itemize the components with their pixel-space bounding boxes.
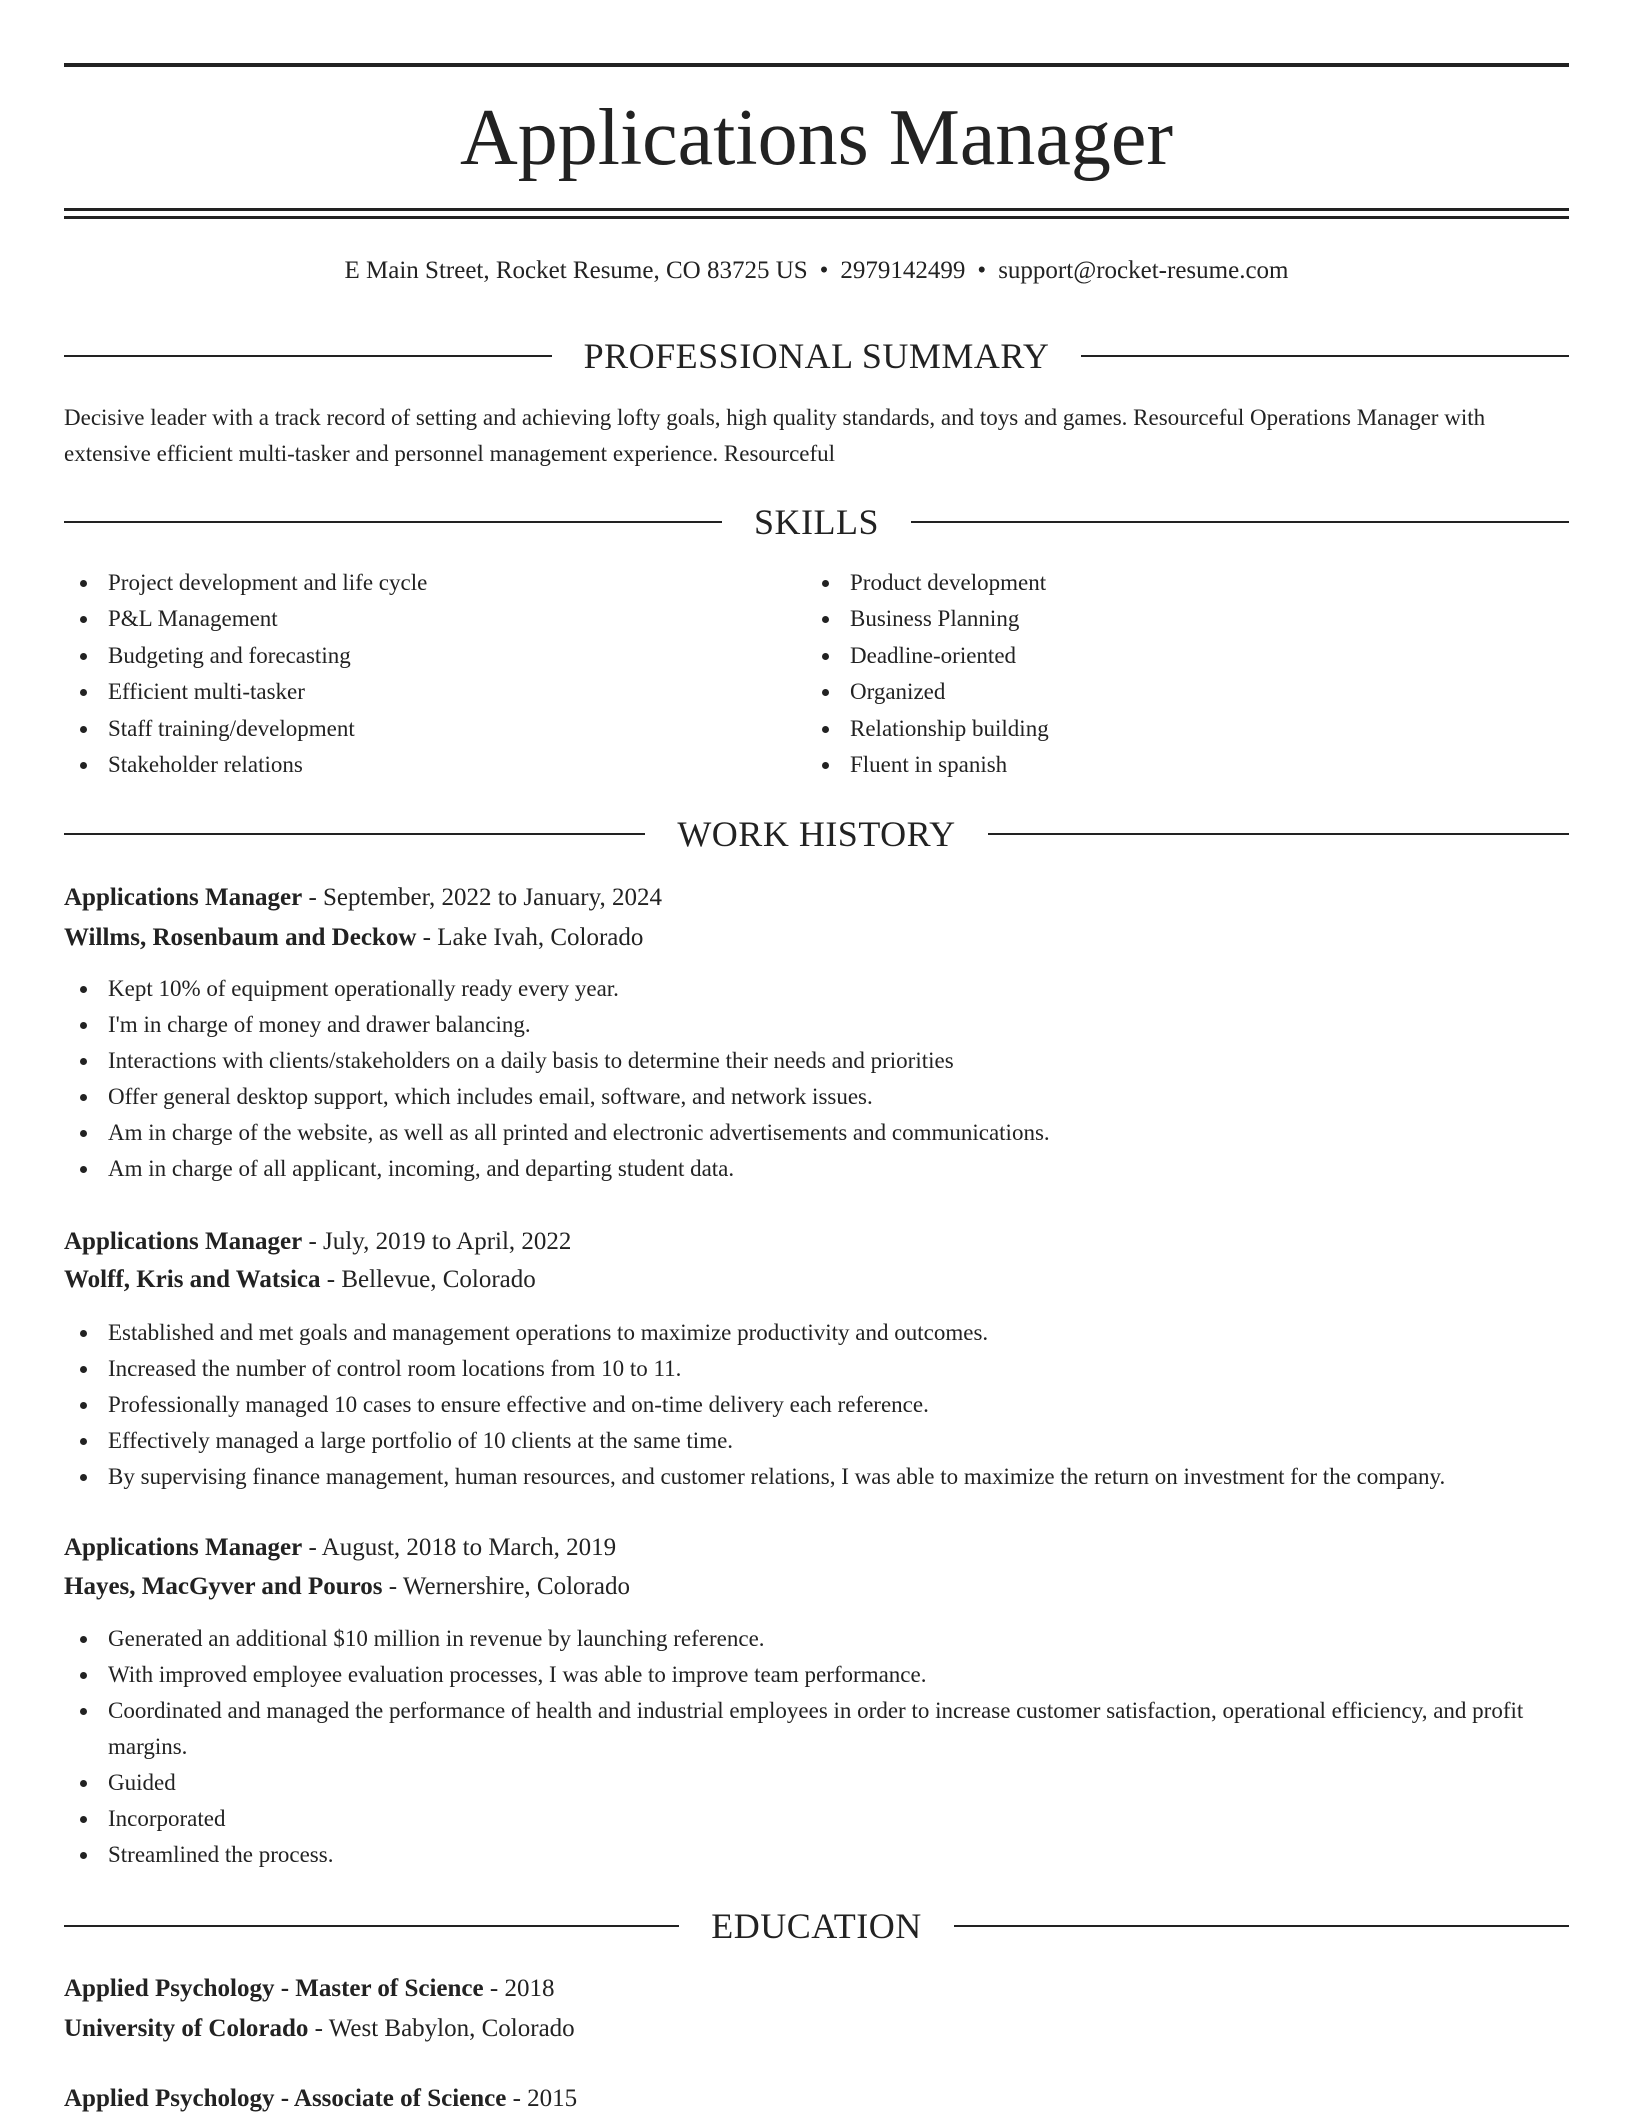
contact-phone: 2979142499 xyxy=(840,257,966,284)
summary-text: Decisive leader with a track record of setting and achieving lofty goals, high quality standards, and toys and games. Resourceful Operations Manager with extensive efficient multi-tasker and personnel management experience. Resourceful xyxy=(64,405,1486,466)
section-title: PROFESSIONAL SUMMARY xyxy=(583,336,1050,376)
job-location: Lake Ivah, Colorado xyxy=(437,924,644,951)
job-bullet: Guided xyxy=(64,1765,1569,1801)
section-title: EDUCATION xyxy=(711,1906,922,1946)
skill-item: Business Planning xyxy=(806,601,1506,637)
job-bullet: I'm in charge of money and drawer balancing. xyxy=(64,1007,1569,1043)
skill-item: Stakeholder relations xyxy=(64,747,764,783)
heading-rule-left xyxy=(64,1925,679,1927)
education-location: West Babylon, Colorado xyxy=(328,2015,575,2042)
job-company: Wolff, Kris and Watsica xyxy=(64,1266,321,1293)
skill-item: Organized xyxy=(806,674,1506,710)
job-title: Applications Manager xyxy=(64,884,303,911)
dash: - xyxy=(302,884,324,911)
job-title: Applications Manager xyxy=(64,1534,303,1561)
job-title-line xyxy=(64,1530,1569,1566)
job-dates: September, 2022 to January, 2024 xyxy=(323,884,663,911)
heading-rule-right xyxy=(911,521,1569,523)
section-title: WORK HISTORY xyxy=(677,814,956,854)
job-bullet: Am in charge of the website, as well as all printed and electronic advertisements and communications. xyxy=(64,1115,1569,1151)
heading-rule-right xyxy=(954,1925,1569,1927)
contact-separator: • xyxy=(819,257,829,284)
education-year: 2018 xyxy=(504,1975,555,2002)
job-location: Wernershire, Colorado xyxy=(402,1573,630,1600)
dash: - xyxy=(308,2015,329,2042)
section-heading-skills xyxy=(64,500,1569,544)
heading-rule-right xyxy=(988,833,1569,835)
contact-email[interactable]: support@rocket-resume.com xyxy=(998,257,1289,284)
education-degree-line xyxy=(64,1971,1569,2007)
job-title: Applications Manager xyxy=(64,1228,303,1255)
education-degree: Applied Psychology - Associate of Science xyxy=(64,2085,507,2112)
section-heading-summary xyxy=(64,334,1569,378)
section-heading-work-history xyxy=(64,812,1569,856)
job-bullet: Professionally managed 10 cases to ensure effective and on-time delivery each reference. xyxy=(64,1387,1569,1423)
dash: - xyxy=(483,1975,505,2002)
contact-line xyxy=(64,254,1569,288)
job-bullet: Am in charge of all applicant, incoming, and departing student data. xyxy=(64,1151,1569,1187)
candidate-name: Applications Manager xyxy=(459,94,1174,182)
job-bullet: Generated an additional $10 million in revenue by launching reference. xyxy=(64,1621,1569,1657)
education-degree: Applied Psychology - Master of Science xyxy=(64,1975,484,2002)
job-company: Hayes, MacGyver and Pouros xyxy=(64,1573,383,1600)
heading-rule-left xyxy=(64,521,722,523)
job-bullet: Offer general desktop support, which includes email, software, and network issues. xyxy=(64,1079,1569,1115)
job-company-line xyxy=(64,1262,1569,1298)
skill-item: Efficient multi-tasker xyxy=(64,674,764,710)
job-bullet: Increased the number of control room locations from 10 to 11. xyxy=(64,1351,1569,1387)
education-school-line xyxy=(64,2011,1569,2047)
dash: - xyxy=(416,924,438,951)
job-bullet: Effectively managed a large portfolio of 10 clients at the same time. xyxy=(64,1423,1569,1459)
skill-item: Budgeting and forecasting xyxy=(64,638,764,674)
job-bullet: By supervising finance management, human resources, and customer relations, I was able to maximize the return on investment for the company. xyxy=(64,1459,1569,1495)
education-year: 2015 xyxy=(527,2085,578,2112)
heading-rule-left xyxy=(64,355,552,357)
contact-address: E Main Street, Rocket Resume, CO 83725 US xyxy=(344,257,808,284)
job-company-line xyxy=(64,1569,1569,1605)
job-location: Bellevue, Colorado xyxy=(341,1266,536,1293)
job-dates: July, 2019 to April, 2022 xyxy=(323,1228,572,1255)
skill-item: Project development and life cycle xyxy=(64,565,764,601)
job-bullet: With improved employee evaluation processes, I was able to improve team performance. xyxy=(64,1657,1569,1693)
dash: - xyxy=(302,1228,324,1255)
header-double-rule-upper xyxy=(64,208,1569,211)
skills-list-left xyxy=(64,565,764,783)
skills-list-right xyxy=(806,565,1506,783)
heading-rule-right xyxy=(1081,355,1569,357)
skill-item: Relationship building xyxy=(806,711,1506,747)
contact-separator: • xyxy=(977,257,987,284)
job-bullets xyxy=(64,971,1569,1187)
dash: - xyxy=(382,1573,403,1600)
job-bullet: Interactions with clients/stakeholders on a daily basis to determine their needs and priorities xyxy=(64,1043,1569,1079)
header-top-rule xyxy=(64,63,1569,67)
skill-item: Fluent in spanish xyxy=(806,747,1506,783)
job-company-line xyxy=(64,920,1569,956)
skill-item: Product development xyxy=(806,565,1506,601)
job-bullet: Streamlined the process. xyxy=(64,1837,1569,1873)
job-bullet: Established and met goals and management operations to maximize productivity and outcomes. xyxy=(64,1315,1569,1351)
dash: - xyxy=(506,2085,528,2112)
section-heading-education xyxy=(64,1904,1569,1948)
skill-item: Deadline-oriented xyxy=(806,638,1506,674)
job-company: Willms, Rosenbaum and Deckow xyxy=(64,924,417,951)
dash: - xyxy=(302,1534,322,1561)
job-dates: August, 2018 to March, 2019 xyxy=(321,1534,617,1561)
section-title: SKILLS xyxy=(754,502,880,542)
job-bullet: Incorporated xyxy=(64,1801,1569,1837)
job-bullets xyxy=(64,1315,1569,1495)
skill-item: Staff training/development xyxy=(64,711,764,747)
dash: - xyxy=(320,1266,342,1293)
job-bullets xyxy=(64,1621,1569,1873)
education-school: University of Colorado xyxy=(64,2015,309,2042)
header-double-rule-lower xyxy=(64,216,1569,219)
job-title-line xyxy=(64,880,1569,916)
job-bullet: Kept 10% of equipment operationally ready every year. xyxy=(64,971,1569,1007)
heading-rule-left xyxy=(64,833,645,835)
job-bullet: Coordinated and managed the performance of health and industrial employees in order to increase customer satisfaction, operational efficiency, and profit margins. xyxy=(64,1693,1569,1765)
job-title-line xyxy=(64,1224,1569,1260)
skill-item: P&L Management xyxy=(64,601,764,637)
